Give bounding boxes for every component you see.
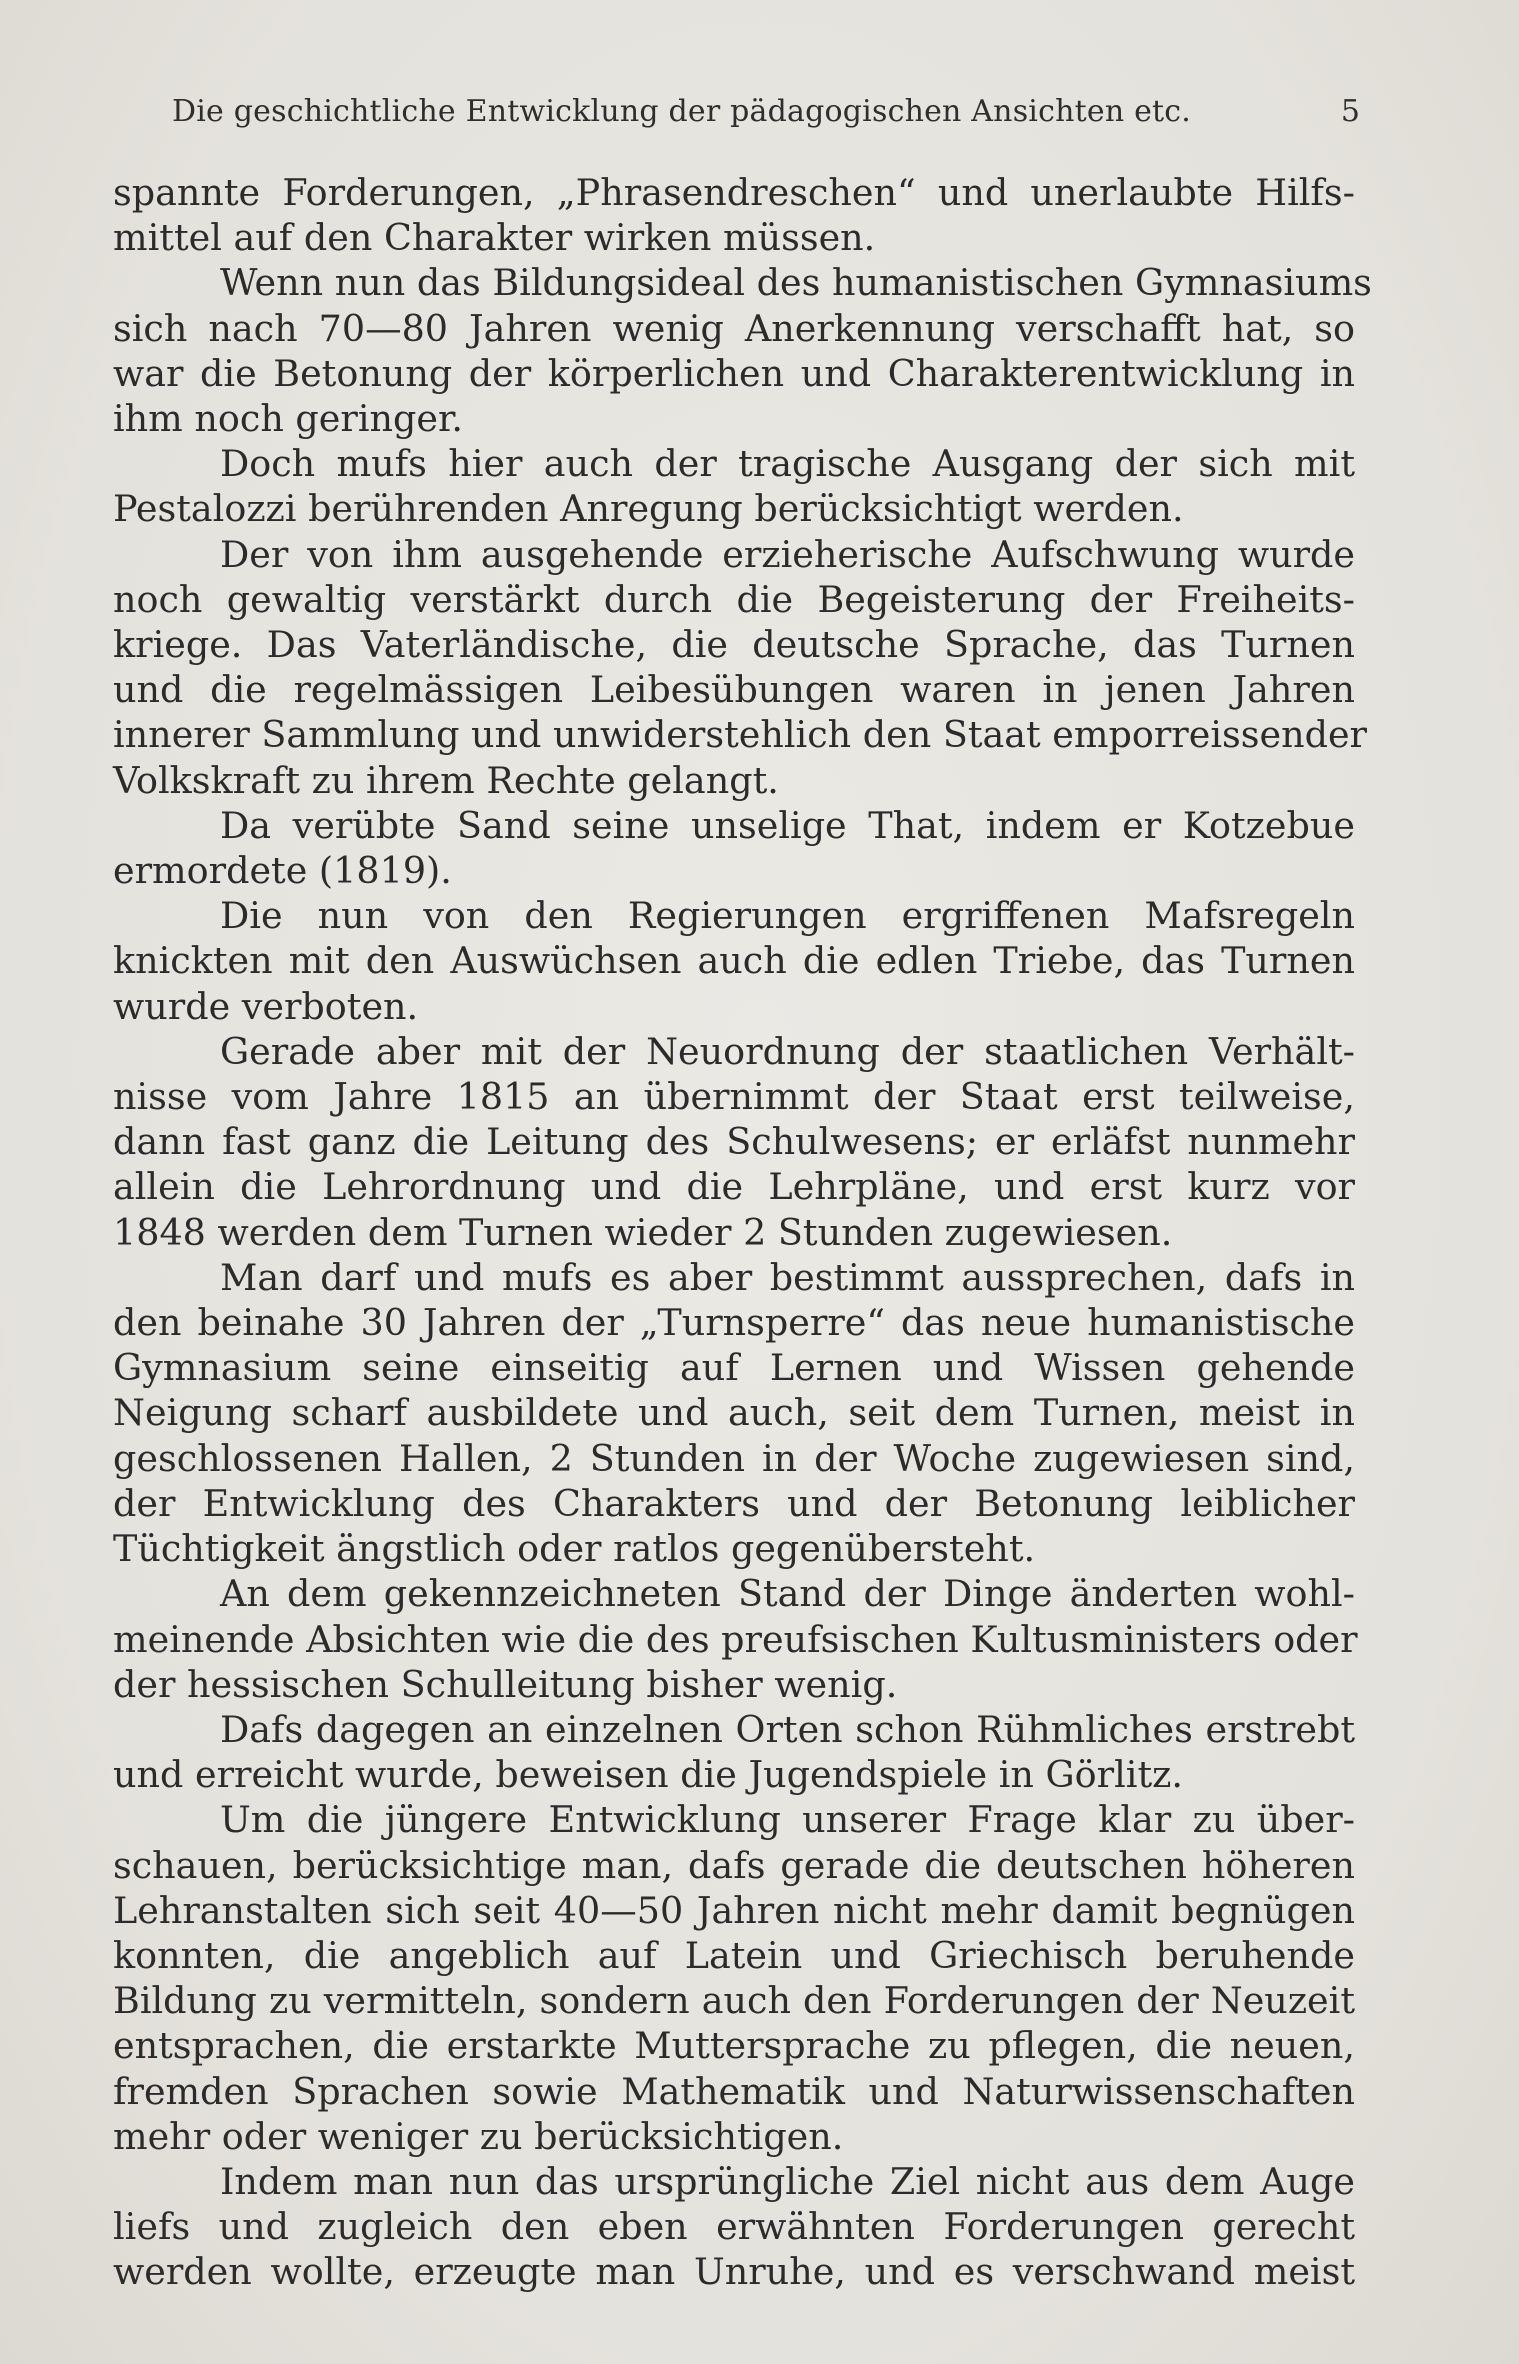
text-line: meinende Absichten wie die des preufsischen Kultusministers oder xyxy=(113,1617,1358,1661)
text-line: werden wollte, erzeugte man Unruhe, und es verschwand meist xyxy=(113,2250,1355,2294)
text-line: 1848 werden dem Turnen wieder 2 Stunden zugewiesen. xyxy=(113,1210,1173,1254)
text-line: Die nun von den Regierungen ergriffenen Mafsregeln xyxy=(220,894,1355,938)
text-line: dann fast ganz die Leitung des Schulwesens; er erläfst nunmehr xyxy=(113,1120,1355,1164)
text-line: schauen, berücksichtige man, dafs gerade die deutschen höheren xyxy=(113,1843,1355,1887)
text-line: knickten mit den Auswüchsen auch die edlen Triebe, das Turnen xyxy=(113,939,1355,983)
text-line: nisse vom Jahre 1815 an übernimmt der Staat erst teilweise, xyxy=(113,1075,1355,1119)
paragraph xyxy=(113,1571,1358,1707)
text-line: mittel auf den Charakter wirken müssen. xyxy=(113,216,876,260)
text-line: spannte Forderungen, „Phrasendreschen“ und unerlaubte Hilfs- xyxy=(113,171,1355,214)
text-line: geschlossenen Hallen, 2 Stunden in der Woche zugewiesen sind, xyxy=(113,1436,1355,1480)
text-line: und die regelmässigen Leibesübungen waren in jenen Jahren xyxy=(113,668,1355,712)
text-line: Dafs dagegen an einzelnen Orten schon Rühmliches erstrebt xyxy=(220,1707,1355,1751)
running-header xyxy=(172,92,1360,132)
paragraph xyxy=(113,803,1355,893)
text-line: Man darf und mufs es aber bestimmt aussprechen, dafs in xyxy=(220,1255,1355,1299)
text-line: Gymnasium seine einseitig auf Lernen und Wissen gehende xyxy=(113,1346,1355,1390)
paragraph xyxy=(113,170,1355,260)
paragraph xyxy=(113,532,1368,803)
paragraph xyxy=(113,2159,1355,2295)
text-line: fremden Sprachen sowie Mathematik und Naturwissenschaften xyxy=(113,2069,1355,2113)
text-line: konnten, die angeblich auf Latein und Griechisch beruhende xyxy=(113,1933,1355,1977)
text-line: Da verübte Sand seine unselige That, indem er Kotzebue xyxy=(220,803,1355,847)
text-line: ermordete (1819). xyxy=(113,849,452,893)
body-text xyxy=(113,170,1372,2295)
text-line: Der von ihm ausgehende erzieherische Aufschwung wurde xyxy=(220,532,1355,576)
text-line: der hessischen Schulleitung bisher wenig. xyxy=(113,1662,898,1706)
text-line: allein die Lehrordnung und die Lehrpläne, und erst kurz vor xyxy=(113,1165,1355,1209)
text-line: An dem gekennzeichneten Stand der Dinge änderten wohl- xyxy=(220,1572,1355,1616)
paragraph xyxy=(113,1029,1355,1255)
text-line: Doch mufs hier auch der tragische Ausgang der sich mit xyxy=(220,442,1355,486)
paragraph xyxy=(113,1255,1355,1571)
paragraph xyxy=(113,1707,1355,1797)
text-line: noch gewaltig verstärkt durch die Begeisterung der Freiheits- xyxy=(113,577,1355,621)
text-line: Neigung scharf ausbildete und auch, seit dem Turnen, meist in xyxy=(113,1391,1355,1435)
page-number: 5 xyxy=(1340,94,1360,129)
text-line: innerer Sammlung und unwiderstehlich den Staat emporreissender xyxy=(113,713,1368,757)
text-line: den beinahe 30 Jahren der „Turnsperre“ das neue humanistische xyxy=(113,1301,1355,1345)
text-line: kriege. Das Vaterländische, die deutsche Sprache, das Turnen xyxy=(113,623,1355,667)
text-line: Bildung zu vermitteln, sondern auch den Forderungen der Neuzeit xyxy=(113,1979,1355,2023)
text-line: Um die jüngere Entwicklung unserer Frage klar zu über- xyxy=(220,1798,1355,1842)
text-line: ihm noch geringer. xyxy=(113,397,464,441)
text-line: liefs und zugleich den eben erwähnten Forderungen gerecht xyxy=(113,2205,1355,2249)
text-line: Indem man nun das ursprüngliche Ziel nicht aus dem Auge xyxy=(220,2159,1355,2203)
paragraph xyxy=(113,441,1355,531)
text-line: Tüchtigkeit ängstlich oder ratlos gegenübersteht. xyxy=(113,1527,1036,1571)
text-line: entsprachen, die erstarkte Muttersprache zu pflegen, die neuen, xyxy=(113,2024,1355,2068)
text-line: Pestalozzi berührenden Anregung berücksichtigt werden. xyxy=(113,487,1184,531)
text-line: und erreicht wurde, beweisen die Jugendspiele in Görlitz. xyxy=(113,1753,1183,1797)
text-line: mehr oder weniger zu berücksichtigen. xyxy=(113,2114,844,2158)
paragraph xyxy=(113,260,1372,441)
text-line: wurde verboten. xyxy=(113,984,419,1028)
text-line: Lehranstalten sich seit 40—50 Jahren nicht mehr damit begnügen xyxy=(113,1888,1355,1932)
text-line: der Entwicklung des Charakters und der Betonung leiblicher xyxy=(113,1481,1355,1525)
text-line: Gerade aber mit der Neuordnung der staatlichen Verhält- xyxy=(220,1029,1355,1073)
running-header-title: Die geschichtliche Entwicklung der pädagogischen Ansichten etc. xyxy=(172,94,1192,129)
text-line: Volkskraft zu ihrem Rechte gelangt. xyxy=(113,758,779,802)
text-line: Wenn nun das Bildungsideal des humanistischen Gymnasiums xyxy=(220,261,1372,305)
text-line: war die Betonung der körperlichen und Charakterentwicklung in xyxy=(113,351,1355,395)
paragraph xyxy=(113,1797,1355,2159)
paragraph xyxy=(113,893,1355,1029)
text-line: sich nach 70—80 Jahren wenig Anerkennung verschafft hat, so xyxy=(113,306,1355,350)
